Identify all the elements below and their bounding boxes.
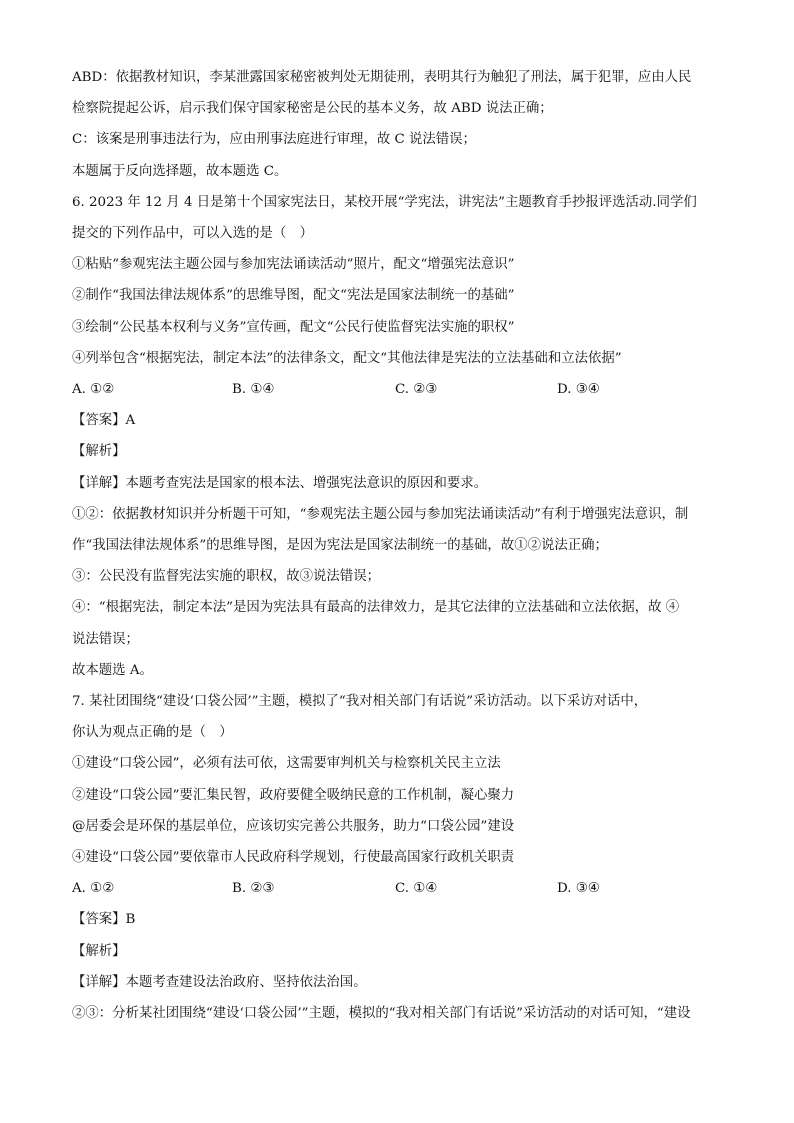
text-line: 本题属于反向选择题，故本题选 C。 bbox=[72, 163, 288, 179]
option-b: B. ②③ bbox=[232, 881, 275, 897]
question-7-item: @居委会是环保的基层单位，应该切实完善公共服务，助力“口袋公园”建设 bbox=[72, 818, 515, 834]
option-d: D. ③④ bbox=[557, 382, 600, 398]
question-6-item: ②制作“我国法律法规体系”的思维导图，配文“宪法是国家法制统一的基础” bbox=[72, 288, 515, 304]
question-6-item: ①粘贴“参观宪法主题公园与参加宪法诵读活动”照片，配文“增强宪法意识” bbox=[72, 257, 515, 273]
analysis-label: 【解析】 bbox=[72, 943, 126, 959]
explanation-line: 【详解】本题考查宪法是国家的根本法、增强宪法意识的原因和要求。 bbox=[72, 475, 488, 491]
question-6-item: ③绘制“公民基本权利与义务”宣传画，配文“公民行使监督宪法实施的职权” bbox=[72, 319, 515, 335]
answer-label: 【答案】A bbox=[72, 413, 136, 429]
question-6-stem: 6. 2023 年 12 月 4 日是第十个国家宪法日，某校开展“学宪法，讲宪法”主题教育手抄报评选活动.同学们 bbox=[72, 194, 697, 210]
question-6-options bbox=[72, 374, 724, 405]
explanation-line: 作“我国法律法规体系”的思维导图，是因为宪法是国家法制统一的基础，故①②说法正确； bbox=[72, 538, 608, 554]
option-c: C. ①④ bbox=[395, 881, 438, 897]
explanation-line: 【详解】本题考查建设法治政府、坚持依法治国。 bbox=[72, 974, 367, 990]
explanation-line: ①②：依据教材知识并分析题干可知，“参观宪法主题公园与参加宪法诵读活动”有利于增强宪法意识，制 bbox=[72, 506, 689, 522]
explanation-line: ④：“根据宪法，制定本法”是因为宪法具有最高的法律效力，是其它法律的立法基础和立法依据，故 ④ bbox=[72, 600, 680, 616]
question-6-item: ④列举包含“根据宪法，制定本法”的法律条文，配文“其他法律是宪法的立法基础和立法依据” bbox=[72, 350, 622, 366]
document-page bbox=[72, 62, 724, 1029]
explanation-line: ③：公民没有监督宪法实施的职权，故③说法错误； bbox=[72, 569, 380, 585]
question-6-stem: 提交的下列作品中，可以入选的是（ ） bbox=[72, 226, 314, 242]
explanation-line: 说法错误； bbox=[72, 631, 139, 647]
question-7-item: ④建设“口袋公园”要依靠市人民政府科学规划，行使最高国家行政机关职责 bbox=[72, 850, 515, 866]
option-a: A. ①② bbox=[72, 382, 115, 398]
question-7-stem: 7. 某社团围绕“建设‘口袋公园’”主题，模拟了“我对相关部门有话说”采访活动。以下采访对话中， bbox=[72, 694, 648, 710]
explanation-line: ②③：分析某社团围绕“建设‘口袋公园’”主题，模拟的“我对相关部门有话说”采访活动的对话可知，“建设 bbox=[72, 1006, 691, 1022]
option-d: D. ③④ bbox=[557, 881, 600, 897]
question-7-options bbox=[72, 873, 724, 904]
explanation-line: 故本题选 A。 bbox=[72, 662, 153, 678]
text-line: 检察院提起公诉，启示我们保守国家秘密是公民的基本义务，故 ABD 说法正确； bbox=[72, 101, 553, 117]
option-b: B. ①④ bbox=[232, 382, 275, 398]
text-line: C：该案是刑事违法行为，应由刑事法庭进行审理，故 C 说法错误； bbox=[72, 132, 476, 148]
option-c: C. ②③ bbox=[395, 382, 438, 398]
analysis-label: 【解析】 bbox=[72, 444, 126, 460]
question-7-stem: 你认为观点正确的是（ ） bbox=[72, 725, 233, 741]
question-7-item: ①建设“口袋公园”，必须有法可依，这需要审判机关与检察机关民主立法 bbox=[72, 756, 501, 772]
text-line: ABD：依据教材知识，李某泄露国家秘密被判处无期徒刑，表明其行为触犯了刑法，属于犯罪，应由人民 bbox=[72, 70, 692, 85]
answer-label: 【答案】B bbox=[72, 912, 136, 928]
question-7-item: ②建设“口袋公园”要汇集民智，政府要健全吸纳民意的工作机制，凝心聚力 bbox=[72, 787, 515, 803]
option-a: A. ①② bbox=[72, 881, 115, 897]
